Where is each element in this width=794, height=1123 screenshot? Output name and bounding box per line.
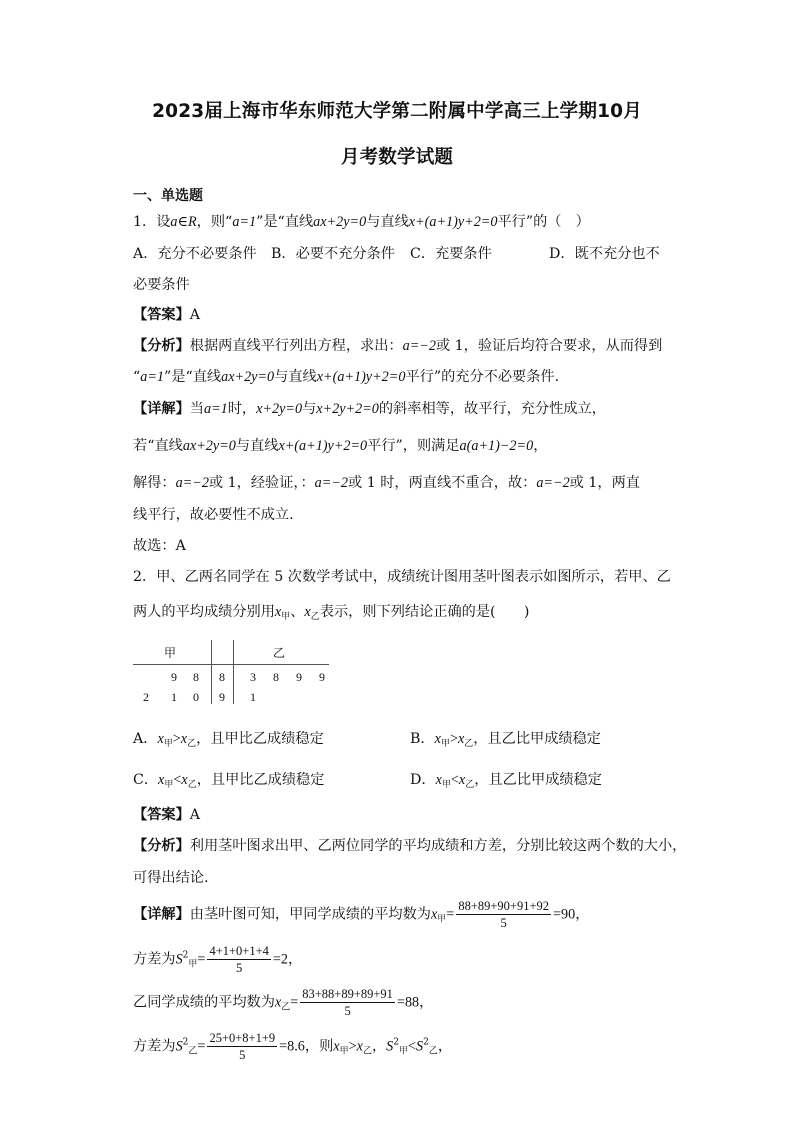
- table-header-divider: [133, 664, 329, 665]
- stem-leaf-table: [133, 636, 333, 708]
- q1-detail-2: 若“直线ax+2y=0与直线x+(a+1)y+2=0平行”，则满足a(a+1)−2=0，: [133, 438, 548, 454]
- table-stem-divider-left: [211, 640, 212, 704]
- leaf: 9: [319, 670, 325, 684]
- page-title-line2: 月考数学试题: [340, 147, 454, 168]
- q2-stem-1: 2．甲、乙两名同学在 5 次数学考试中，成绩统计图用茎叶图表示如图所示，若甲、乙: [133, 569, 671, 585]
- q2-option-c: C．$x_甲<x_乙$，且甲比乙成绩稳定: [133, 772, 325, 790]
- q2-analysis: 【分析】利用茎叶图求出甲、乙两位同学的平均成绩和方差，分别比较这两个数的大小，: [133, 838, 687, 854]
- q2-detail-2: 方差为$S^2_甲=$ $\frac{4+1+0+1+4}{5}$ =2，: [133, 944, 303, 975]
- q2-answer: 【答案】A: [133, 807, 201, 823]
- q1-conclusion: 故选：A: [133, 538, 186, 554]
- stem: 8: [219, 670, 225, 684]
- table-head-left: 甲: [163, 646, 176, 660]
- table-head-right: 乙: [272, 646, 285, 660]
- q1-option-a: A．充分不必要条件: [133, 246, 257, 262]
- fraction: $\frac{83+88+89+89+91}{5}$: [302, 987, 393, 1018]
- q1-option-b: B．必要不充分条件: [271, 246, 395, 262]
- leaf: 1: [250, 690, 256, 704]
- page-title-line1: 2023届上海市华东师范大学第二附属中学高三上学期10月: [152, 101, 642, 122]
- leaf: 9: [296, 670, 302, 684]
- leaf: 8: [273, 670, 279, 684]
- leaf: 9: [171, 670, 177, 684]
- fraction: $\frac{88+89+90+91+92}{5}$: [458, 899, 550, 930]
- leaf: 3: [250, 670, 256, 684]
- table-stem-divider-right: [233, 640, 234, 704]
- leaf: 8: [193, 670, 199, 684]
- fraction: $\frac{25+0+8+1+9}{5}$: [209, 1031, 276, 1062]
- leaf: 2: [143, 690, 149, 704]
- q2-option-d: D．$x_甲<x_乙$，且乙比甲成绩稳定: [410, 772, 602, 790]
- q2-detail-1: 【详解】由茎叶图可知，甲同学成绩的平均数为$x_甲=$ $\frac{88+89+90+91+92}{5}$ =90，: [133, 899, 590, 930]
- section-heading: 一、单选题: [133, 188, 203, 204]
- q1-option-d-cont: 必要条件: [133, 277, 190, 293]
- q2-stem-2: 两人的平均成绩分别用$x_甲$、$x_乙$表示，则下列结论正确的是( ): [133, 604, 530, 622]
- leaf: 1: [171, 690, 177, 704]
- leaf: 0: [193, 690, 199, 704]
- q1-detail-3: 解得：a=−2或 1，经验证，：a=−2或 1 时，两直线不重合，故：a=−2或 1，两直: [133, 475, 640, 491]
- q1-analysis: 【分析】根据两直线平行列出方程，求出：a=−2或 1，验证后均符合要求，从而得到: [133, 338, 663, 354]
- q1-answer: 【答案】A: [133, 307, 201, 323]
- q1-option-c: C．充要条件: [410, 246, 492, 262]
- stem: 9: [219, 690, 225, 704]
- q1-option-d: D．既不充分也不: [549, 246, 660, 262]
- q2-option-a: A．$x_甲>x_乙$，且甲比乙成绩稳定: [133, 731, 324, 749]
- fraction: $\frac{4+1+0+1+4}{5}$: [209, 944, 269, 975]
- q1-detail-1: 【详解】当a=1时，x+2y=0与x+2y+2=0的斜率相等，故平行，充分性成立，: [133, 401, 606, 417]
- q1-stem: 1．设a∈R，则“a=1”是“直线ax+2y=0与直线x+(a+1)y+2=0平行”的（ ）: [133, 214, 590, 230]
- q1-detail-4: 线平行，故必要性不成立.: [133, 507, 294, 523]
- q1-analysis-cont: “a=1”是“直线ax+2y=0与直线x+(a+1)y+2=0平行”的充分不必要条件.: [133, 369, 560, 385]
- q2-option-b: B．$x_甲>x_乙$，且乙比甲成绩稳定: [410, 731, 601, 749]
- q2-detail-4: 方差为$S^2_乙=$ $\frac{25+0+8+1+9}{5}$ =8.6，则$x_甲>x_乙$，$S^2_甲<S^2_乙$，: [133, 1031, 453, 1062]
- q2-detail-3: 乙同学成绩的平均数为$x_乙=$ $\frac{83+88+89+89+91}{5}$ =88，: [133, 987, 434, 1018]
- q2-analysis-cont: 可得出结论.: [133, 870, 209, 886]
